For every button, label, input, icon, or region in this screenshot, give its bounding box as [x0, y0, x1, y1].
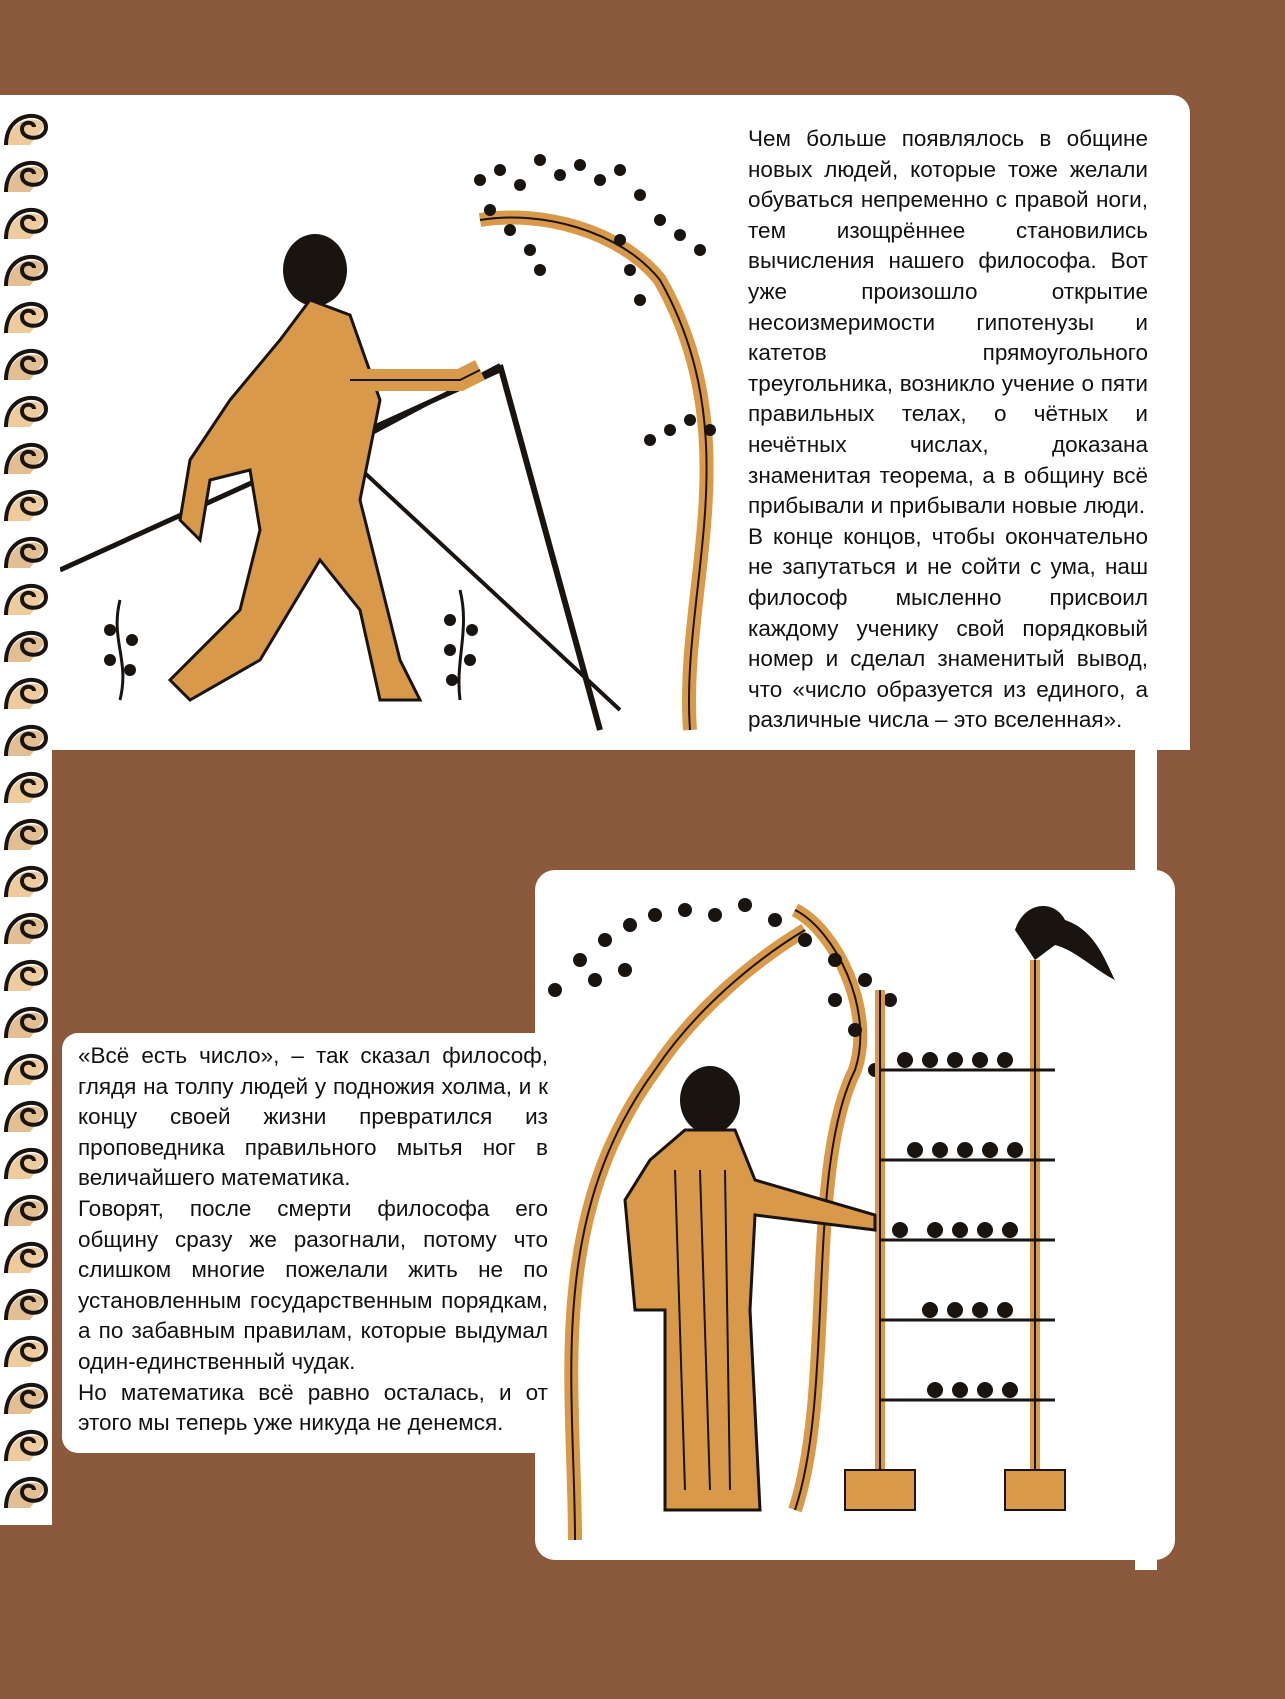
text-box-bottom	[62, 1033, 564, 1453]
text-bottom-paragraph-1: «Всё есть число», – так сказал философ, глядя на толпу людей у подножия холма, и к концу своей жизни превратился из проповедника правильного мытья ног в величайшего математика.	[78, 1043, 548, 1191]
text-box-top	[730, 118, 1166, 748]
philosopher-with-counting-frame-icon	[535, 870, 1175, 1560]
text-bottom-paragraph-3: Но математика всё равно осталась, и от этого мы теперь уже никуда не денемся.	[78, 1379, 548, 1436]
text-top-paragraph-2: В конце концов, чтобы окончательно не запутаться и не сойти с ума, наш философ мысленно присвоил каждому ученику свой порядковый номер и сделал знаменитый вывод, что «число образуется из единого, а различные числа – это вселенная».	[748, 523, 1148, 733]
text-bottom-paragraph-2: Говорят, после смерти философа его общину сразу же разогнали, потому что слишком многие пожелали жить не по установленным государственным порядкам, а по забавным правилам, которые выдумал один-единственный чудак.	[78, 1195, 548, 1374]
text-top-paragraph-1: Чем больше появлялось в общине новых людей, которые тоже желали обуваться непременно с правой ноги, тем изощрённее становились вычисления нашего философа. Вот уже произошло открытие несоизмеримости гипотенузы и катетов прямоугольного треугольника, возникло учение о пяти правильных телах, о чётных и нечётных числах, доказана знаменитая теорема, а в общину всё прибывали и прибывали новые люди.	[748, 126, 1148, 519]
man-with-compass-icon	[60, 140, 750, 740]
wave-border-icon	[0, 95, 52, 1525]
